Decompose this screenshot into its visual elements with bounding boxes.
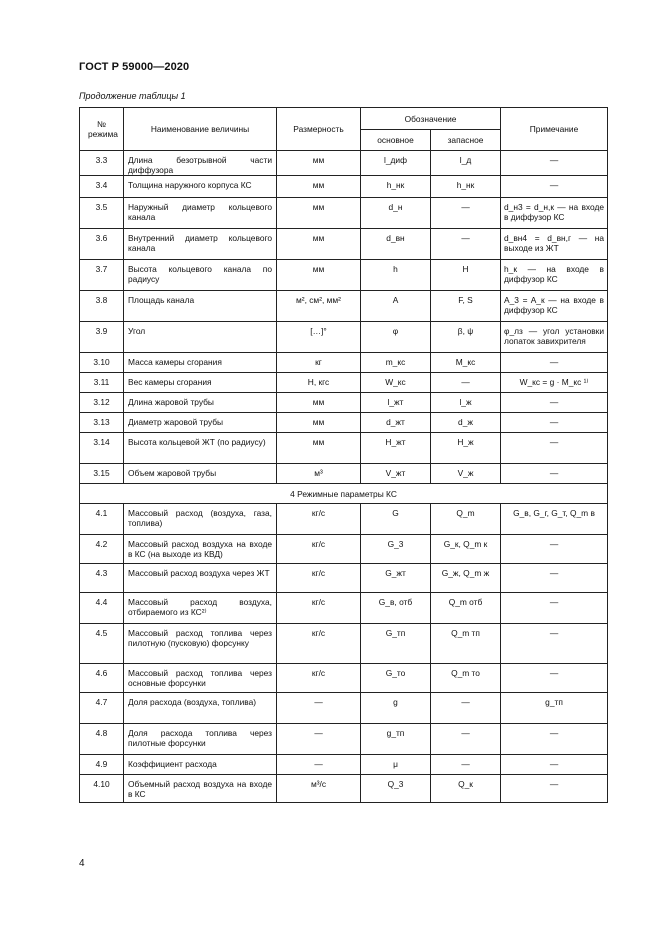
dimension: м², см², мм² — [277, 291, 361, 322]
table-row — [80, 624, 608, 664]
quantity-name: Объемный расход воздуха на входе в КС — [124, 775, 277, 803]
quantities-table — [79, 107, 608, 803]
primary-symbol: d_вн — [361, 229, 431, 260]
table-row — [80, 291, 608, 322]
reserve-symbol: β, ψ — [431, 322, 501, 353]
primary-symbol: G_то — [361, 664, 431, 693]
table-row — [80, 393, 608, 413]
reserve-symbol: — — [431, 373, 501, 393]
header-quantity-name: Наименование величины — [124, 108, 277, 151]
primary-symbol: φ — [361, 322, 431, 353]
row-number: 3.10 — [80, 353, 124, 373]
section-title: 4 Режимные параметры КС — [80, 484, 608, 504]
primary-symbol: l_жт — [361, 393, 431, 413]
row-number: 4.10 — [80, 775, 124, 803]
table-row — [80, 693, 608, 724]
reserve-symbol: l_ж — [431, 393, 501, 413]
note: — — [501, 724, 608, 755]
reserve-symbol: — — [431, 198, 501, 229]
page-number: 4 — [79, 858, 85, 869]
primary-symbol: G — [361, 504, 431, 535]
quantity-name: Вес камеры сгорания — [124, 373, 277, 393]
dimension: мм — [277, 260, 361, 291]
primary-symbol: h_нк — [361, 176, 431, 198]
dimension: мм — [277, 198, 361, 229]
document-code: ГОСТ Р 59000—2020 — [79, 61, 190, 73]
primary-symbol: d_жт — [361, 413, 431, 433]
note: G_в, G_г, G_т, Q_m в — [501, 504, 608, 535]
reserve-symbol: G_ж, Q_m ж — [431, 564, 501, 593]
row-number: 3.3 — [80, 151, 124, 176]
dimension: м³ — [277, 464, 361, 484]
quantity-name: Массовый расход топлива через пилотную (пусковую) форсунку — [124, 624, 277, 664]
primary-symbol: h — [361, 260, 431, 291]
reserve-symbol: G_к, Q_m к — [431, 535, 501, 564]
primary-symbol: μ — [361, 755, 431, 775]
row-number: 3.14 — [80, 433, 124, 464]
note: g_тп — [501, 693, 608, 724]
quantity-name: Доля расхода (воздуха, топлива) — [124, 693, 277, 724]
dimension: — — [277, 724, 361, 755]
primary-symbol: A — [361, 291, 431, 322]
table-row — [80, 775, 608, 803]
primary-symbol: g — [361, 693, 431, 724]
dimension: […]° — [277, 322, 361, 353]
table-row — [80, 151, 608, 176]
header-reserve: запасное — [431, 130, 501, 151]
row-number: 3.8 — [80, 291, 124, 322]
primary-symbol: g_тп — [361, 724, 431, 755]
primary-symbol: G_3 — [361, 535, 431, 564]
row-number: 3.9 — [80, 322, 124, 353]
quantity-name: Наружный диаметр кольцевого канала — [124, 198, 277, 229]
reserve-symbol: — — [431, 229, 501, 260]
dimension: — — [277, 755, 361, 775]
reserve-symbol: Q_m тп — [431, 624, 501, 664]
quantity-name: Объем жаровой трубы — [124, 464, 277, 484]
primary-symbol: G_тп — [361, 624, 431, 664]
dimension: кг/с — [277, 624, 361, 664]
reserve-symbol: — — [431, 755, 501, 775]
primary-symbol: H_жт — [361, 433, 431, 464]
dimension: — — [277, 693, 361, 724]
header-primary: основное — [361, 130, 431, 151]
quantity-name: Длина жаровой трубы — [124, 393, 277, 413]
row-number: 3.7 — [80, 260, 124, 291]
row-number: 4.8 — [80, 724, 124, 755]
reserve-symbol: H — [431, 260, 501, 291]
reserve-symbol: F, S — [431, 291, 501, 322]
table-row — [80, 564, 608, 593]
quantity-name: Массовый расход воздуха на входе в КС (на выходе из КВД) — [124, 535, 277, 564]
dimension: м³/с — [277, 775, 361, 803]
note: — — [501, 433, 608, 464]
note: — — [501, 535, 608, 564]
row-number: 4.1 — [80, 504, 124, 535]
dimension: мм — [277, 413, 361, 433]
note: φ_лз — угол установки лопаток завихрителя — [501, 322, 608, 353]
table-row — [80, 353, 608, 373]
quantity-name: Высота кольцевой ЖТ (по радиусу) — [124, 433, 277, 464]
dimension: мм — [277, 393, 361, 413]
table-section-4 — [80, 484, 608, 504]
quantity-name: Площадь канала — [124, 291, 277, 322]
note: — — [501, 755, 608, 775]
note: — — [501, 176, 608, 198]
table-row — [80, 664, 608, 693]
row-number: 3.5 — [80, 198, 124, 229]
quantity-name: Высота кольцевого канала по радиусу — [124, 260, 277, 291]
table-row — [80, 593, 608, 624]
table-row — [80, 176, 608, 198]
note: — — [501, 413, 608, 433]
note: — — [501, 624, 608, 664]
dimension: мм — [277, 176, 361, 198]
quantity-name: Масса камеры сгорания — [124, 353, 277, 373]
note: — — [501, 564, 608, 593]
header-dimension: Размерность — [277, 108, 361, 151]
table-row — [80, 464, 608, 484]
table-body-group-4 — [80, 504, 608, 803]
header-note: Примечание — [501, 108, 608, 151]
primary-symbol: l_диф — [361, 151, 431, 176]
dimension: мм — [277, 229, 361, 260]
note: — — [501, 775, 608, 803]
row-number: 3.15 — [80, 464, 124, 484]
primary-symbol: Q_3 — [361, 775, 431, 803]
dimension: кг/с — [277, 504, 361, 535]
note: — — [501, 393, 608, 413]
row-number: 3.13 — [80, 413, 124, 433]
quantity-name: Доля расхода топлива через пилотные форсунки — [124, 724, 277, 755]
reserve-symbol: — — [431, 693, 501, 724]
reserve-symbol: Q_m отб — [431, 593, 501, 624]
reserve-symbol: — — [431, 724, 501, 755]
primary-symbol: m_кс — [361, 353, 431, 373]
row-number: 4.9 — [80, 755, 124, 775]
table-row — [80, 198, 608, 229]
note: — — [501, 593, 608, 624]
quantity-name: Угол — [124, 322, 277, 353]
reserve-symbol: l_д — [431, 151, 501, 176]
reserve-symbol: d_ж — [431, 413, 501, 433]
dimension: кг/с — [277, 664, 361, 693]
quantity-name: Диаметр жаровой трубы — [124, 413, 277, 433]
row-number: 4.3 — [80, 564, 124, 593]
dimension: мм — [277, 151, 361, 176]
primary-symbol: G_в, отб — [361, 593, 431, 624]
row-number: 3.11 — [80, 373, 124, 393]
header-mode-number: № режима — [80, 108, 124, 151]
reserve-symbol: Q_к — [431, 775, 501, 803]
note: d_вн4 = d_вн,г — на выходе из ЖТ — [501, 229, 608, 260]
primary-symbol: G_жт — [361, 564, 431, 593]
note: — — [501, 353, 608, 373]
note: h_к — на входе в диффузор КС — [501, 260, 608, 291]
note: — — [501, 151, 608, 176]
primary-symbol: d_н — [361, 198, 431, 229]
reserve-symbol: M_кс — [431, 353, 501, 373]
note: — — [501, 664, 608, 693]
header-designation: Обозначение — [361, 108, 501, 130]
note: W_кс = g · M_кс ¹⁾ — [501, 373, 608, 393]
dimension: кг/с — [277, 535, 361, 564]
table-row — [80, 413, 608, 433]
row-number: 4.4 — [80, 593, 124, 624]
note: d_н3 = d_н,к — на входе в диффузор КС — [501, 198, 608, 229]
table-row — [80, 260, 608, 291]
reserve-symbol: Q_m то — [431, 664, 501, 693]
quantity-name: Массовый расход (воздуха, газа, топлива) — [124, 504, 277, 535]
primary-symbol: V_жт — [361, 464, 431, 484]
primary-symbol: W_кс — [361, 373, 431, 393]
quantity-name: Коэффициент расхода — [124, 755, 277, 775]
row-number: 4.6 — [80, 664, 124, 693]
dimension: Н, кгс — [277, 373, 361, 393]
table-continuation-label: Продолжение таблицы 1 — [79, 91, 186, 101]
table-row — [80, 433, 608, 464]
row-number: 4.2 — [80, 535, 124, 564]
dimension: мм — [277, 433, 361, 464]
table-row — [80, 373, 608, 393]
dimension: кг — [277, 353, 361, 373]
reserve-symbol: H_ж — [431, 433, 501, 464]
table-row — [80, 724, 608, 755]
row-number: 4.5 — [80, 624, 124, 664]
row-number: 3.4 — [80, 176, 124, 198]
table-row — [80, 755, 608, 775]
row-number: 4.7 — [80, 693, 124, 724]
reserve-symbol: Q_m — [431, 504, 501, 535]
quantity-name: Внутренний диаметр кольцевого канала — [124, 229, 277, 260]
quantity-name: Массовый расход топлива через основные форсунки — [124, 664, 277, 693]
dimension: кг/с — [277, 593, 361, 624]
table-row — [80, 504, 608, 535]
reserve-symbol: V_ж — [431, 464, 501, 484]
dimension: кг/с — [277, 564, 361, 593]
row-number: 3.12 — [80, 393, 124, 413]
quantity-name: Длина безотрывной части диффузора — [124, 151, 277, 176]
table-row — [80, 535, 608, 564]
reserve-symbol: h_нк — [431, 176, 501, 198]
quantity-name: Массовый расход воздуха, отбираемого из КС²⁾ — [124, 593, 277, 624]
table-row — [80, 322, 608, 353]
table-body-group-3 — [80, 151, 608, 484]
quantity-name: Массовый расход воздуха через ЖТ — [124, 564, 277, 593]
quantity-name: Толщина наружного корпуса КС — [124, 176, 277, 198]
table-row — [80, 229, 608, 260]
note: A_3 = A_к — на входе в диффузор КС — [501, 291, 608, 322]
row-number: 3.6 — [80, 229, 124, 260]
note: — — [501, 464, 608, 484]
